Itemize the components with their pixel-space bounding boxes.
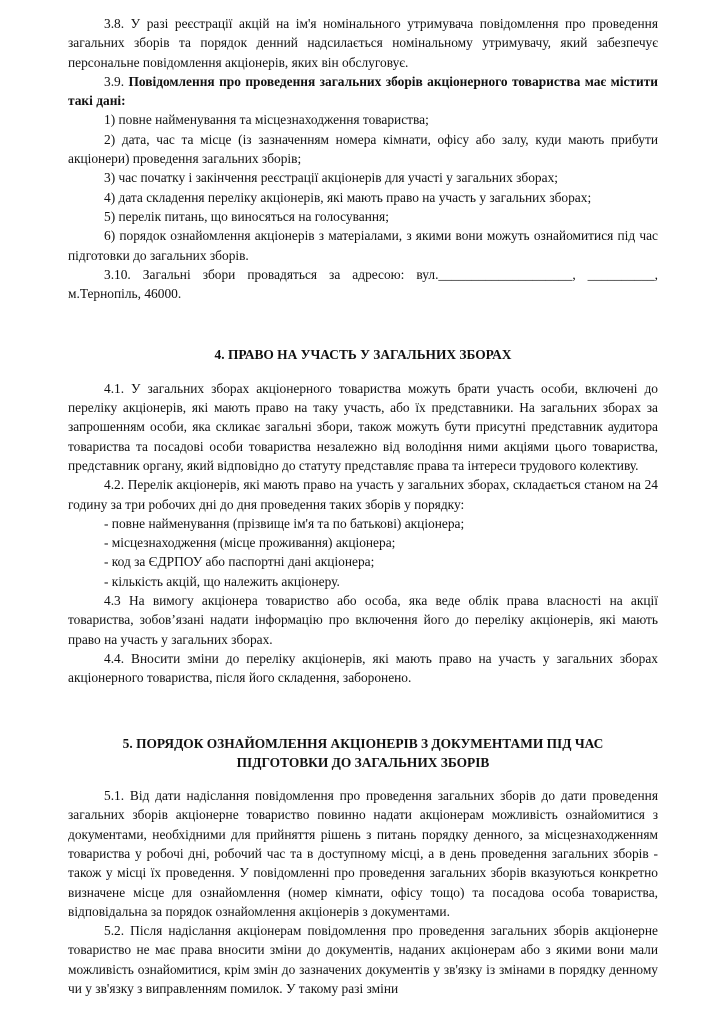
section-5-heading bbox=[68, 734, 658, 773]
list-item-3-9-5: 5) перелік питань, що виносяться на голосування; bbox=[104, 208, 389, 224]
paragraph-3-9-number: 3.9. bbox=[104, 73, 129, 89]
paragraph-4-1: 4.1. У загальних зборах акціонерного товариства можуть брати участь особи, включені до переліку акціонерів, які мають право на таку участь, або їх представники. На загальних зборах за запрошенням особи, яка скликає загальні збори, також можуть бути присутні представник аудитора товариства та посадові особи товариства незалежно від володіння ними акціями цього товариства, представник органу, який відповідно до статуту представляє права та інтереси трудового колективу. bbox=[68, 380, 658, 473]
section-4-heading: 4. ПРАВО НА УЧАСТЬ У ЗАГАЛЬНИХ ЗБОРАХ bbox=[214, 347, 512, 363]
paragraph-4-2: 4.2. Перелік акціонерів, які мають право на участь у загальних зборах, складається станом на 24 годину за три робочих дні до дня проведення таких зборів у порядку: bbox=[68, 477, 658, 512]
list-item-3-9-2: 2) дата, час та місце (із зазначенням номера кімнати, офісу або залу, куди мають прибути акціонери) проведення загальних зборів; bbox=[68, 131, 658, 167]
section-5-heading-line-2: ПІДГОТОВКИ ДО ЗАГАЛЬНИХ ЗБОРІВ bbox=[236, 754, 490, 770]
list-item-4-2-4: - кількість акцій, що належить акціонеру. bbox=[104, 573, 340, 589]
paragraph-5-1: 5.1. Від дати надіслання повідомлення про проведення загальних зборів до дати проведення загальних зборів акціонерне товариство повинно надати акціонерам можливість ознайомитися з документами, необхідними для прийняття рішень з питань порядку денного, за місцезнаходженням товариства у робочі дні, робочий час та в доступному місці, а в день проведення загальних зборів - також у місці їх проведення. У повідомленні про проведення загальних зборів вказуються конкретно визначене місце для ознайомлення (номер кімнати, офісу тощо) та посадова особа товариства, відповідальна за порядок ознайомлення акціонерів з документами. bbox=[68, 788, 658, 919]
list-item-4-2-2: - місцезнаходження (місце проживання) акціонера; bbox=[104, 535, 396, 551]
paragraph-4-4: 4.4. Вносити зміни до переліку акціонерів, які мають право на участь у загальних зборах акціонерного товариства, після його складення, заборонено. bbox=[68, 650, 658, 686]
list-item-4-2-1: - повне найменування (прізвище ім'я та по батькові) акціонера; bbox=[104, 515, 465, 531]
list-item-3-9-4: 4) дата складення переліку акціонерів, які мають право на участь у загальних зборах; bbox=[104, 189, 592, 205]
paragraph-4-3: 4.3 На вимогу акціонера товариство або особа, яка веде облік права власності на акції товариства, зобов’язані надати інформацію про включення його до переліку акціонерів, які мають право на участь у загальних зборах. bbox=[68, 593, 658, 647]
list-item-3-9-1: 1) повне найменування та місцезнаходження товариства; bbox=[104, 112, 429, 128]
list-item-4-2-3: - код за ЄДРПОУ або паспортні дані акціонера; bbox=[104, 554, 375, 570]
list-item-3-9-3: 3) час початку і закінчення реєстрації акціонерів для участі у загальних зборах; bbox=[104, 170, 558, 186]
section-5-heading-line-1: 5. ПОРЯДОК ОЗНАЙОМЛЕННЯ АКЦІОНЕРІВ З ДОКУМЕНТАМИ ПІД ЧАС bbox=[122, 735, 604, 751]
list-item-3-9-6: 6) порядок ознайомлення акціонерів з матеріалами, з якими вони можуть ознайомитися під час підготовки до загальних зборів. bbox=[68, 228, 658, 263]
paragraph-3-8: 3.8. У разі реєстрації акцій на ім'я номінального утримувача повідомлення про проведення загальних зборів та порядок денний надсилається номінальному утримувачу, який забезпечує персональне повідомлення акціонерів, яких він обслуговує. bbox=[68, 16, 658, 70]
paragraph-3-9 bbox=[68, 72, 658, 111]
paragraph-3-10: 3.10. Загальні збори провадяться за адресою: вул.____________________, __________, м.Тернопіль, 46000. bbox=[68, 266, 658, 302]
paragraph-3-9-title: Повідомлення про проведення загальних зборів акціонерного товариства має містити такі дані: bbox=[68, 73, 658, 109]
paragraph-5-2: 5.2. Після надіслання акціонерам повідомлення про проведення загальних зборів акціонерне товариство не має права вносити зміни до документів, наданих акціонерам або з якими вони мали можливість ознайомитися, крім змін до зазначених документів у зв'язку із змінами в порядку денному чи у зв'язку з виправленням помилок. У такому разі зміни bbox=[68, 923, 658, 997]
